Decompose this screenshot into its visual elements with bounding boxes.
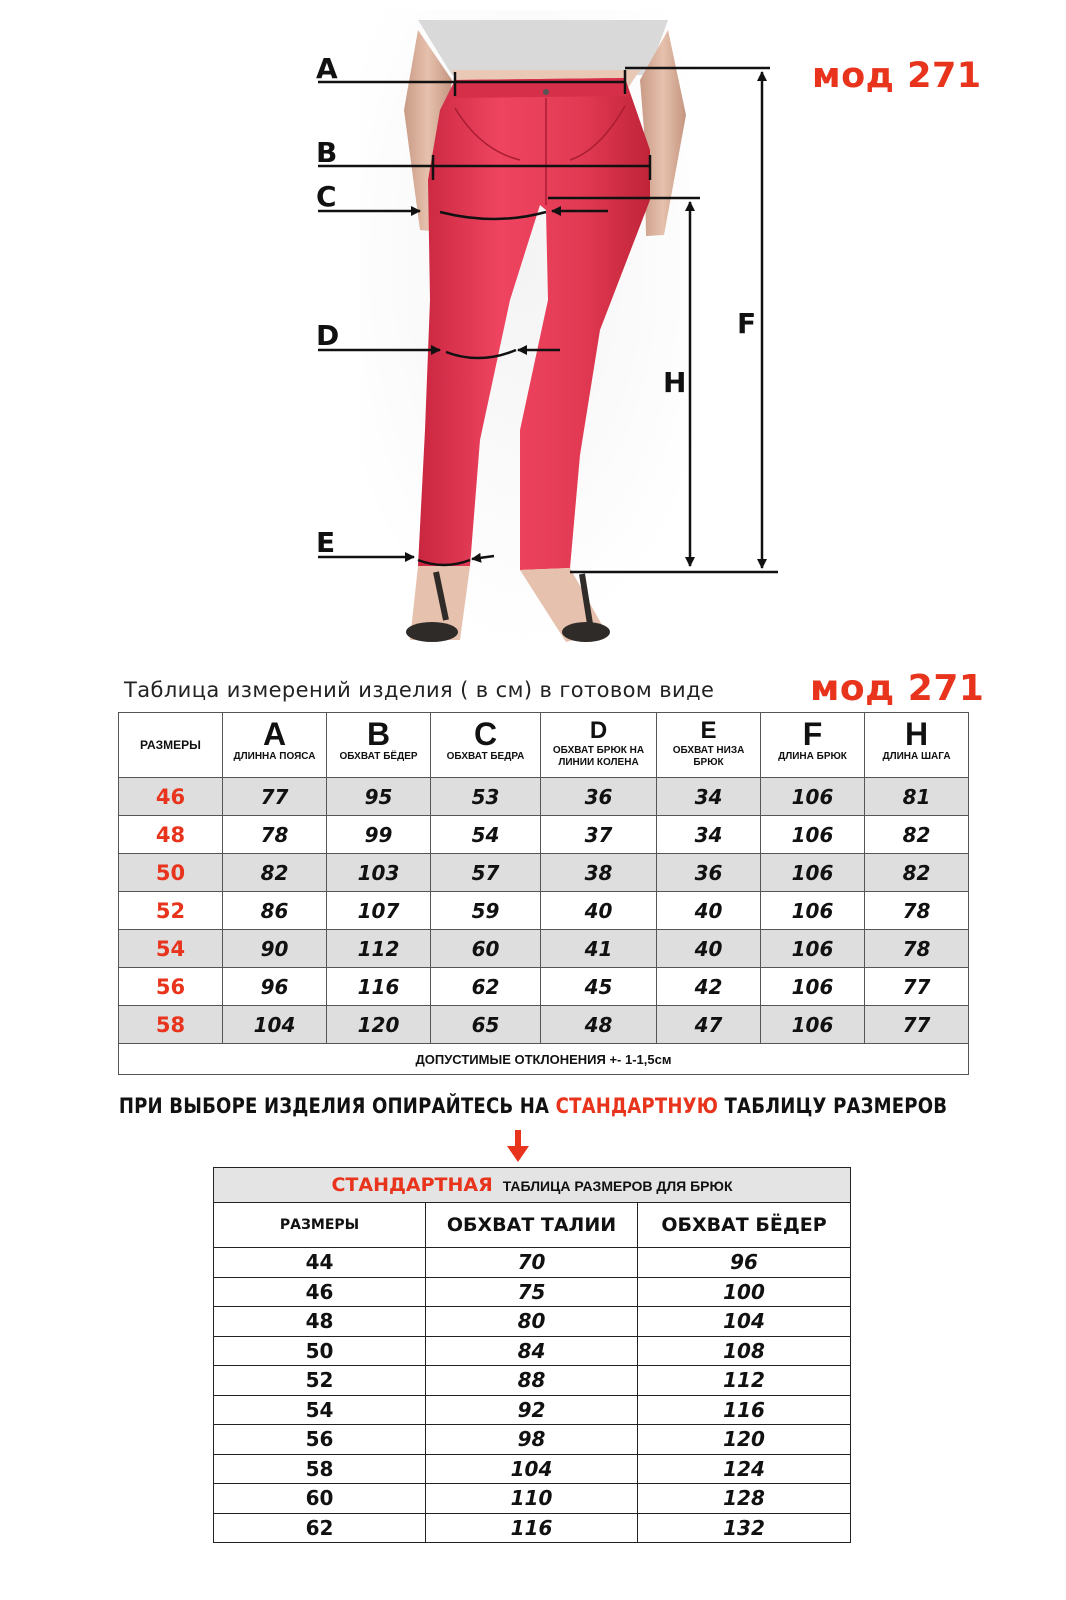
value-cell: 40 <box>541 892 657 930</box>
hips-cell: 100 <box>638 1277 851 1307</box>
value-cell: 78 <box>865 892 969 930</box>
table-row <box>119 1006 969 1044</box>
size-cell: 56 <box>119 968 223 1006</box>
standard-table-header-row <box>214 1203 851 1248</box>
size-cell: 50 <box>119 854 223 892</box>
value-cell: 53 <box>431 778 541 816</box>
size-column-header: РАЗМЕРЫ <box>119 713 223 778</box>
value-cell: 59 <box>431 892 541 930</box>
size-cell: 56 <box>214 1425 426 1455</box>
value-cell: 82 <box>865 816 969 854</box>
column-letter: D <box>589 717 608 744</box>
value-cell: 77 <box>865 1006 969 1044</box>
value-cell: 104 <box>223 1006 327 1044</box>
standard-table-title <box>214 1168 851 1203</box>
size-cell: 54 <box>214 1395 426 1425</box>
waist-column-header: ОБХВАТ ТАЛИИ <box>426 1203 638 1248</box>
column-letter: E <box>700 717 717 744</box>
column-letter: C <box>473 716 498 752</box>
advice-text-start: ПРИ ВЫБОРЕ ИЗДЕЛИЯ ОПИРАЙТЕСЬ НА <box>118 1094 556 1118</box>
table-row <box>214 1513 851 1543</box>
hips-cell: 108 <box>638 1336 851 1366</box>
value-cell: 34 <box>657 816 761 854</box>
value-cell: 96 <box>223 968 327 1006</box>
value-cell: 37 <box>541 816 657 854</box>
letter-D: D <box>316 319 340 352</box>
size-cell: 50 <box>214 1336 426 1366</box>
standard-title-highlight: СТАНДАРТНАЯ <box>331 1174 493 1196</box>
trousers-diagram <box>0 0 1066 660</box>
standard-size-table <box>213 1167 851 1543</box>
size-cell: 52 <box>214 1366 426 1396</box>
value-cell: 81 <box>865 778 969 816</box>
hips-cell: 112 <box>638 1366 851 1396</box>
column-header-H <box>865 713 969 778</box>
trousers-measurement-illustration <box>0 0 1066 660</box>
size-advice <box>75 1094 992 1118</box>
measurement-header-row <box>119 713 969 778</box>
value-cell: 77 <box>223 778 327 816</box>
measurement-table-caption: Таблица измерений изделия ( в см) в готовом виде <box>124 678 715 702</box>
value-cell: 120 <box>327 1006 431 1044</box>
size-cell: 58 <box>214 1454 426 1484</box>
tolerance-note: ДОПУСТИМЫЕ ОТКЛОНЕНИЯ +- 1-1,5см <box>119 1044 969 1075</box>
letter-H: H <box>663 366 687 399</box>
column-header-F <box>761 713 865 778</box>
waist-cell: 75 <box>426 1277 638 1307</box>
table-row <box>214 1395 851 1425</box>
table-row <box>119 816 969 854</box>
column-header-A <box>223 713 327 778</box>
waist-cell: 80 <box>426 1307 638 1337</box>
table-row <box>214 1484 851 1514</box>
size-cell: 60 <box>214 1484 426 1514</box>
column-label: ОБХВАТ БРЮК НА ЛИНИИ КОЛЕНА <box>552 745 645 768</box>
column-header-D <box>541 713 657 778</box>
value-cell: 116 <box>327 968 431 1006</box>
value-cell: 48 <box>541 1006 657 1044</box>
value-cell: 82 <box>223 854 327 892</box>
value-cell: 57 <box>431 854 541 892</box>
value-cell: 106 <box>761 892 865 930</box>
hips-column-header: ОБХВАТ БЁДЕР <box>638 1203 851 1248</box>
tolerance-row <box>119 1044 969 1075</box>
waist-cell: 88 <box>426 1366 638 1396</box>
value-cell: 78 <box>223 816 327 854</box>
value-cell: 95 <box>327 778 431 816</box>
waist-cell: 116 <box>426 1513 638 1543</box>
model-label-table: мод 271 <box>810 668 985 709</box>
standard-table-title-row <box>214 1168 851 1203</box>
table-row <box>119 854 969 892</box>
value-cell: 112 <box>327 930 431 968</box>
hips-cell: 124 <box>638 1454 851 1484</box>
column-header-E <box>657 713 761 778</box>
letter-B: B <box>316 136 338 169</box>
size-cell: 54 <box>119 930 223 968</box>
size-cell: 58 <box>119 1006 223 1044</box>
value-cell: 90 <box>223 930 327 968</box>
column-label: ОБХВАТ БЕДРА <box>446 751 525 762</box>
table-row <box>119 892 969 930</box>
size-cell: 48 <box>214 1307 426 1337</box>
value-cell: 54 <box>431 816 541 854</box>
value-cell: 65 <box>431 1006 541 1044</box>
column-label: ОБХВАТ БЁДЕР <box>339 751 418 762</box>
column-label: ДЛИННА ПОЯСА <box>233 751 316 762</box>
value-cell: 47 <box>657 1006 761 1044</box>
size-cell: 46 <box>214 1277 426 1307</box>
table-row <box>214 1277 851 1307</box>
value-cell: 106 <box>761 778 865 816</box>
table-row <box>214 1307 851 1337</box>
value-cell: 77 <box>865 968 969 1006</box>
waist-cell: 92 <box>426 1395 638 1425</box>
letter-A: A <box>316 52 338 85</box>
value-cell: 40 <box>657 930 761 968</box>
table-row <box>214 1366 851 1396</box>
down-arrow-icon <box>507 1130 529 1162</box>
size-cell: 48 <box>119 816 223 854</box>
column-letter: F <box>802 716 823 752</box>
standard-title-text: ТАБЛИЦА РАЗМЕРОВ ДЛЯ БРЮК <box>502 1178 733 1194</box>
column-header-C <box>431 713 541 778</box>
value-cell: 106 <box>761 968 865 1006</box>
measurement-table <box>118 712 969 1075</box>
model-label-top: мод 271 <box>812 56 982 96</box>
value-cell: 41 <box>541 930 657 968</box>
value-cell: 106 <box>761 854 865 892</box>
letter-F: F <box>737 307 757 340</box>
value-cell: 103 <box>327 854 431 892</box>
value-cell: 38 <box>541 854 657 892</box>
table-row <box>214 1454 851 1484</box>
value-cell: 45 <box>541 968 657 1006</box>
size-cell: 46 <box>119 778 223 816</box>
value-cell: 86 <box>223 892 327 930</box>
value-cell: 107 <box>327 892 431 930</box>
waist-cell: 104 <box>426 1454 638 1484</box>
hips-cell: 128 <box>638 1484 851 1514</box>
column-label: ДЛИНА БРЮК <box>778 751 847 762</box>
advice-text-end: ТАБЛИЦУ РАЗМЕРОВ <box>718 1094 948 1118</box>
value-cell: 40 <box>657 892 761 930</box>
hips-cell: 96 <box>638 1248 851 1278</box>
hips-cell: 116 <box>638 1395 851 1425</box>
value-cell: 34 <box>657 778 761 816</box>
column-header-B <box>327 713 431 778</box>
waist-cell: 98 <box>426 1425 638 1455</box>
value-cell: 36 <box>657 854 761 892</box>
table-row <box>214 1425 851 1455</box>
hips-cell: 104 <box>638 1307 851 1337</box>
hips-cell: 120 <box>638 1425 851 1455</box>
value-cell: 82 <box>865 854 969 892</box>
table-row <box>119 930 969 968</box>
letter-C: C <box>316 180 337 213</box>
column-letter: B <box>366 716 391 752</box>
size-cell: 52 <box>119 892 223 930</box>
table-row <box>214 1248 851 1278</box>
column-label: ДЛИНА ШАГА <box>882 751 951 762</box>
value-cell: 99 <box>327 816 431 854</box>
hips-cell: 132 <box>638 1513 851 1543</box>
column-label: ОБХВАТ НИЗА БРЮК <box>672 745 745 768</box>
waist-cell: 70 <box>426 1248 638 1278</box>
value-cell: 36 <box>541 778 657 816</box>
waist-cell: 110 <box>426 1484 638 1514</box>
value-cell: 42 <box>657 968 761 1006</box>
value-cell: 106 <box>761 930 865 968</box>
value-cell: 60 <box>431 930 541 968</box>
size-cell: 62 <box>214 1513 426 1543</box>
column-letter: H <box>904 716 929 752</box>
value-cell: 106 <box>761 816 865 854</box>
column-letter: A <box>262 716 287 752</box>
value-cell: 106 <box>761 1006 865 1044</box>
size-cell: 44 <box>214 1248 426 1278</box>
advice-highlight: СТАНДАРТНУЮ <box>555 1094 719 1118</box>
value-cell: 78 <box>865 930 969 968</box>
value-cell: 62 <box>431 968 541 1006</box>
size-column-header: РАЗМЕРЫ <box>214 1203 426 1248</box>
letter-E: E <box>316 526 336 559</box>
table-row <box>119 968 969 1006</box>
table-row <box>119 778 969 816</box>
table-row <box>214 1336 851 1366</box>
waist-cell: 84 <box>426 1336 638 1366</box>
